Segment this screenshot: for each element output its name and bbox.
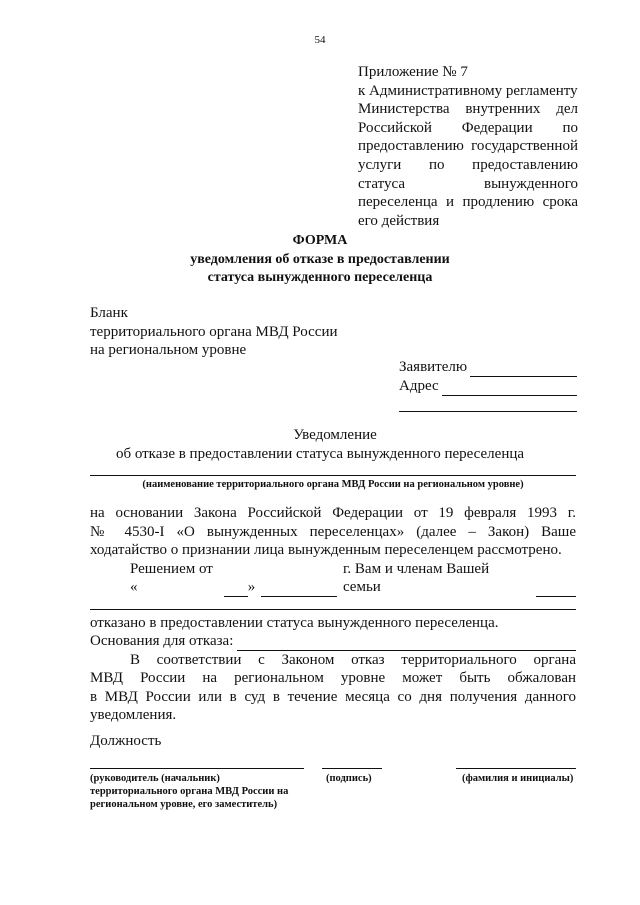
grounds-label: Основания для отказа:	[90, 633, 234, 649]
blank-line: Бланк	[90, 305, 128, 321]
head-name-field[interactable]	[90, 768, 304, 769]
form-title-line: ФОРМА	[292, 233, 348, 248]
name-caption: (фамилия и инициалы)	[462, 773, 574, 784]
appendix-line: предоставлению государственной	[358, 138, 578, 155]
address-label: Адрес	[399, 378, 439, 394]
notice-title	[0, 426, 640, 463]
body-line: ходатайство о признании лица вынужденным переселенцем рассмотрено.	[90, 542, 562, 558]
body-line: на основании Закона Российской Федерации от 19 февраля 1993 г.	[90, 505, 576, 521]
applicant-label: Заявителю	[399, 359, 468, 375]
notice-heading: Уведомление	[293, 427, 377, 443]
blank-header	[90, 304, 390, 360]
org-name-field[interactable]	[90, 475, 576, 476]
body-line: В соответствии с Законом отказ территориального органа	[130, 651, 576, 668]
body-line: МВД России на региональном уровне может быть обжалован	[90, 670, 576, 686]
decision-day-field[interactable]	[224, 583, 248, 597]
family-field-line2[interactable]	[90, 597, 576, 610]
decision-suffix: г. Вам и членам Вашей семьи	[342, 560, 490, 595]
decision-mid: »	[247, 579, 256, 595]
addressee-block	[399, 358, 577, 412]
body-line: уведомления.	[90, 707, 177, 723]
body-line: в МВД России или в суд в течение месяца со дня получения данного	[90, 688, 576, 705]
signature-field[interactable]	[322, 768, 382, 769]
grounds-row	[90, 632, 576, 651]
appendix-line: статуса вынужденного	[358, 175, 578, 192]
appendix-line: Министерства внутренних дел	[358, 101, 578, 118]
appendix-line: услуги по предоставлению	[358, 156, 578, 173]
position-label: Должность	[90, 733, 162, 749]
decision-prefix: Решением от «	[130, 560, 213, 595]
appendix-line: Приложение № 7	[358, 64, 468, 80]
appendix-header	[358, 63, 578, 230]
org-name-caption: (наименование территориального органа МВД России на региональном уровне)	[142, 479, 524, 490]
appendix-line: переселенца и продлению срока	[358, 194, 578, 211]
body-line: отказано в предоставлении статуса вынужденного переселенца.	[90, 614, 499, 631]
form-title	[0, 232, 640, 288]
form-title-line: уведомления об отказе в предоставлении	[190, 251, 450, 267]
grounds-field[interactable]	[237, 637, 576, 651]
address-field-line2[interactable]	[399, 399, 577, 412]
decision-month-year-field[interactable]	[261, 583, 337, 597]
full-name-field[interactable]	[456, 768, 576, 769]
family-field[interactable]	[536, 583, 576, 597]
page-number: 54	[314, 34, 326, 46]
blank-line: на региональном уровне	[90, 342, 247, 358]
signature-caption: (подпись)	[326, 773, 372, 784]
head-caption: (руководитель (начальник) территориального органа МВД России на региональном уровне, его заместитель)	[90, 773, 289, 810]
appendix-line: к Административному регламенту	[358, 82, 578, 99]
applicant-field[interactable]	[470, 362, 577, 377]
address-field[interactable]	[442, 381, 577, 396]
appendix-line: Российской Федерации по	[358, 119, 578, 136]
notice-subheading: об отказе в предоставлении статуса вынужденного переселенца	[115, 445, 525, 462]
body-line: № 4530-I «О вынужденных переселенцах» (далее – Закон) Ваше	[90, 523, 576, 540]
form-title-line: статуса вынужденного переселенца	[207, 270, 433, 285]
blank-line: территориального органа МВД России	[90, 323, 338, 340]
decision-row	[90, 560, 576, 597]
notice-body	[90, 504, 576, 725]
appendix-line: его действия	[358, 212, 440, 229]
